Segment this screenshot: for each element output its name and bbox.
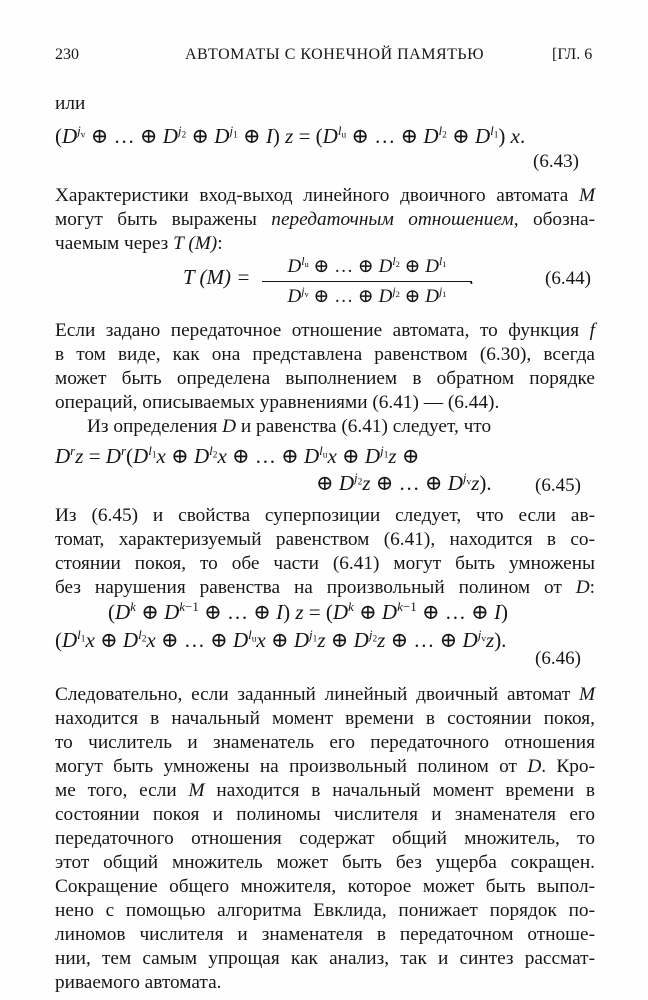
equation-6-46-line1: ($D^k$ ⊕ $D^{k-1}$ ⊕ … ⊕ I) $z = (D^k$ ⊕ $D^{k-1}$ ⊕ … ⊕ I) (108, 598, 508, 624)
text-line: в том виде, как она представлена равенством (6.30), всегда (55, 344, 595, 365)
page-number: 230 (55, 46, 79, 63)
equation-6-46-line2: ($D^{l_1}x$ ⊕ $D^{l_2}x$ ⊕ … ⊕ $D^{l_u}x$ ⊕ $D^{j_1}z$ ⊕ $D^{j_2}z$ ⊕ … ⊕ $D^{j_v}z$). (55, 626, 507, 652)
text-line: передаточного отношения содержат общий множитель, то (55, 828, 595, 849)
text-line: находится в начальный момент времени в состоянии покоя, (55, 708, 595, 729)
text-line: без нарушения равенства на произвольный полином от D: (55, 577, 595, 598)
text-line: могут быть умножены на произвольный полином от D. Кро- (55, 756, 595, 777)
equation-number: (6.45) (535, 475, 581, 496)
text-line: стоянии покоя, то обе части (6.41) могут быть умножены (55, 553, 595, 574)
text-line: Из определения D и равенства (6.41) следует, что (87, 416, 492, 437)
text-line: нено с помощью алгоритма Евклида, понижает порядок по- (55, 900, 595, 921)
equation-number: (6.46) (535, 648, 581, 669)
text-line: томат, характеризуемый равенством (6.41), находится в со- (55, 529, 595, 550)
text-line: то числитель и знаменатель его передаточного отношения (55, 732, 595, 753)
equation-number: (6.43) (533, 151, 579, 172)
text-line: может быть определена выполнением в обратном порядке (55, 368, 595, 389)
text-line: состоянии покоя и полиномы числителя и знаменателя его (55, 804, 595, 825)
chapter-label: [ГЛ. 6 (552, 46, 593, 63)
text-line: Из (6.45) и свойства суперпозиции следует, что если ав- (55, 505, 595, 526)
text-line: Следовательно, если заданный линейный двоичный автомат M (55, 684, 595, 705)
text-line: операций, описываемых уравнениями (6.41) — (6.44). (55, 392, 500, 413)
text-line: Сокращение общего множителя, которое может быть выпол- (55, 876, 595, 897)
text-line: Характеристики вход-выход линейного двоичного автомата M (55, 185, 595, 206)
equation-6-44-fraction: $D^{l_u}$ ⊕ … ⊕ $D^{l_2}$ ⊕ $D^{l_1}$ $D^{j_v}$ ⊕ … ⊕ $D^{j_2}$ ⊕ $D^{j_1}$ (262, 255, 472, 308)
equation-number: (6.44) (545, 268, 591, 289)
running-title: АВТОМАТЫ С КОНЕЧНОЙ ПАМЯТЬЮ (185, 46, 485, 63)
equation-6-45-line2: ⊕ $D^{j_2}z$ ⊕ … ⊕ $D^{j_v}z$). (316, 469, 492, 495)
equation-6-45-line1: $D^rz = D^r(D^{l_1}x$ ⊕ $D^{l_2}x$ ⊕ … ⊕ $D^{l_u}x$ ⊕ $D^{j_1}z$ ⊕ (55, 442, 420, 468)
text-line: или (55, 93, 86, 114)
text-line: ме того, если M находится в начальный момент времени в (55, 780, 595, 801)
equation-6-44-lhs: T (M) = (183, 265, 251, 289)
text-line: этот общий множитель может быть без ущерба сокращен. (55, 852, 595, 873)
text-line: могут быть выражены передаточным отношением, обозна- (55, 209, 595, 230)
text-line: нии, тем самым упрощая как анализ, так и синтез рассмат- (55, 948, 595, 969)
text-line: линомов числителя и знаменателя в передаточном отноше- (55, 924, 595, 945)
text-line: чаемым через T (M): (55, 233, 223, 254)
text-line: риваемого автомата. (55, 972, 222, 993)
text-line: Если задано передаточное отношение автомата, то функция f (55, 320, 595, 341)
equation-6-43: ($D^{j_v}$ ⊕ … ⊕ $D^{j_2}$ ⊕ $D^{j_1}$ ⊕ I) $z = (D^{l_u}$ ⊕ … ⊕ $D^{l_2}$ ⊕ $D^{l_1}$) x. (55, 122, 526, 148)
